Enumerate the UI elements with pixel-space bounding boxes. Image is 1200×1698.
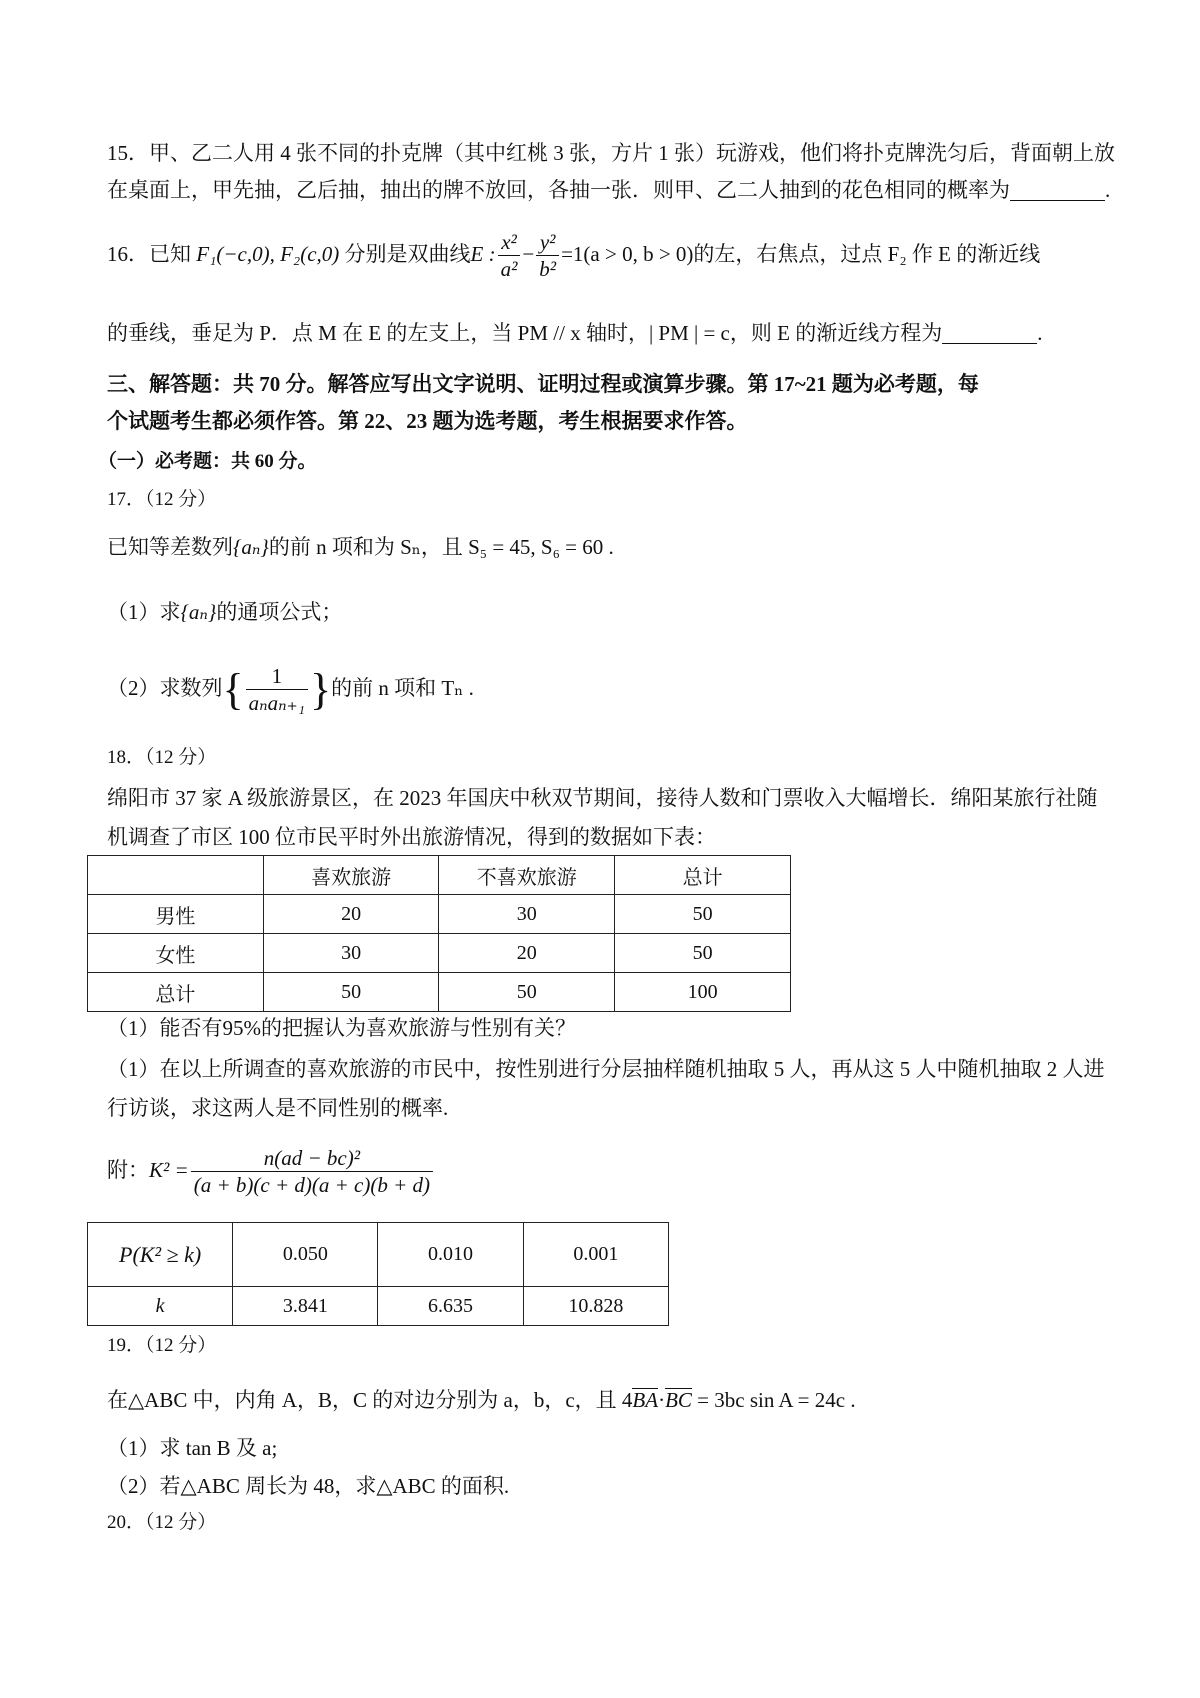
header-cell: [88, 856, 264, 895]
q19-stem-a: 在△ABC 中，内角 A，B，C 的对边分别为 a，b，c，且 4: [107, 1388, 633, 1412]
table-row: [88, 934, 791, 973]
answer-blank: [1010, 182, 1105, 201]
section3-line1: 三、解答题：共 70 分。解答应写出文字说明、证明过程或演算步骤。第 17~21 题为必考题，每: [107, 372, 979, 396]
cell: 6.635: [378, 1287, 523, 1326]
q17-stem-b: 的前 n 项和为 Sₙ，且 S₅ = 45, S₆ = 60 .: [268, 535, 614, 559]
p1b: 的通项公式；: [216, 600, 343, 624]
q18-part2-line2: 行访谈，求这两人是不同性别的概率.: [107, 1096, 449, 1120]
q16-end: .: [1037, 321, 1043, 345]
q19-head: 19．（12 分）: [107, 1335, 217, 1356]
section3-sub: （一）必考题：共 60 分。: [98, 451, 317, 472]
fraction-1-over-anan1: [246, 666, 308, 714]
cell: 100: [615, 973, 791, 1012]
den: a²: [498, 255, 521, 280]
q18-line2: 机调查了市区 100 位市民平时外出旅游情况，得到的数据如下表：: [107, 825, 716, 849]
cell: 50: [615, 934, 791, 973]
header-cell: 喜欢旅游: [263, 856, 439, 895]
cell: P(K² ≥ k): [88, 1223, 233, 1287]
q16-line2: [107, 323, 1042, 344]
cell: 总计: [88, 973, 264, 1012]
cell: 20: [263, 895, 439, 934]
q16-text: 的垂线，垂足为 P．点 M 在 E 的左支上，当 PM // x 轴时，| PM | = c，则 E 的渐近线方程为: [107, 321, 943, 345]
table-row: [88, 1287, 669, 1326]
fraction-x2-a2: [498, 232, 521, 280]
p1a: （1）求: [107, 600, 181, 624]
q19-part2: （2）若△ABC 周长为 48，求△ABC 的面积.: [107, 1474, 510, 1498]
cell: k: [88, 1287, 233, 1326]
cell: 20: [439, 934, 615, 973]
q19-stem: [107, 1390, 856, 1411]
q17-part1: [107, 602, 342, 623]
critical-value-table: [87, 1222, 669, 1326]
an: aₙ: [241, 535, 261, 559]
q17-head: 17．（12 分）: [107, 489, 217, 510]
cell: 3.841: [233, 1287, 378, 1326]
den: b²: [536, 255, 559, 280]
num: x²: [501, 230, 517, 254]
section3-line2: 个试题考生都必须作答。第 22、23 题为选考题，考生根据要求作答。: [107, 409, 748, 433]
q15-text: 在桌面上，甲先抽，乙后抽，抽出的牌不放回，各抽一张．则甲、乙二人抽到的花色相同的概率为: [107, 178, 1010, 202]
q17-stem-a: 已知等差数列: [107, 535, 233, 559]
cell: 30: [263, 934, 439, 973]
sequence-an: {aₙ}: [180, 600, 217, 624]
q15-end: .: [1105, 178, 1111, 202]
vector-bc: BC: [665, 1388, 692, 1412]
q19-stem-b: = 3bc sin A = 24c .: [691, 1388, 856, 1412]
header-cell: 不喜欢旅游: [439, 856, 615, 895]
survey-table: [87, 855, 791, 1012]
p2b: 的前 n 项和 Tₙ .: [331, 675, 474, 700]
q16-mid: 分别是双曲线: [344, 241, 471, 266]
q16-line1: 16．已知 F₁(−c,0), F₂(c,0) 分别是双曲线E : $\frac{\text{x²}}{\text{a²}}$ − $\frac{\text{y²}}{\text{b²}}$ =1(a > 0, b > 0)的左，右焦点，过点 F₂ 作 E 的渐近线: [107, 230, 1041, 281]
q16-E: E :: [470, 241, 496, 266]
dot: ·: [658, 1388, 666, 1412]
q16-foci: F₁(−c,0), F₂(c,0): [196, 241, 340, 266]
q16-post: 的左，右焦点，过点 F₂ 作 E 的渐近线: [693, 241, 1041, 266]
cell: 50: [439, 973, 615, 1012]
q18-line1: 绵阳市 37 家 A 级旅游景区，在 2023 年国庆中秋双节期间，接待人数和门票收入大幅增长．绵阳某旅行社随: [107, 786, 1098, 810]
k2: K² =: [149, 1157, 189, 1182]
cell: 50: [263, 973, 439, 1012]
an: aₙ: [188, 600, 208, 624]
chi-square-formula: [107, 1148, 435, 1196]
den: (a + b)(c + d)(a + c)(b + d): [191, 1171, 433, 1196]
table-row: [88, 1223, 669, 1287]
header-cell: 总计: [615, 856, 791, 895]
q18-part1: （1）能否有95%的把握认为喜欢旅游与性别有关？: [107, 1016, 576, 1040]
q15-line1: 15．甲、乙二人用 4 张不同的扑克牌（其中红桃 3 张，方片 1 张）玩游戏，他们将扑克牌洗匀后，背面朝上放: [107, 141, 1115, 165]
num: n(ad − bc)²: [263, 1146, 361, 1170]
cell: 0.010: [378, 1223, 523, 1287]
q17-stem: [107, 537, 614, 558]
cell: 50: [615, 895, 791, 934]
sequence-an: {aₙ}: [233, 535, 269, 559]
cell: 0.001: [523, 1223, 668, 1287]
q16-eq: =1(a > 0, b > 0): [561, 241, 694, 266]
q15-line2: [107, 180, 1110, 201]
vector-ba: BA: [632, 1388, 659, 1412]
table-row: [88, 973, 791, 1012]
num: 1: [271, 664, 283, 688]
q18-part2-line1: （1）在以上所调查的喜欢旅游的市民中，按性别进行分层抽样随机抽取 5 人，再从这 5 人中随机抽取 2 人进: [107, 1057, 1105, 1081]
q18-head: 18．（12 分）: [107, 747, 217, 768]
answer-blank: [942, 325, 1037, 344]
p2a: （2）求数列: [107, 675, 223, 700]
cell: 男性: [88, 895, 264, 934]
cell: 10.828: [523, 1287, 668, 1326]
appendix-label: 附：: [107, 1157, 149, 1182]
q17-part2: （2）求数列{ $\frac{1}{\text{aₙaₙ₊₁}}$ }的前 n 项和 Tₙ .: [107, 664, 474, 715]
q20-head: 20．（12 分）: [107, 1512, 217, 1533]
cell: 30: [439, 895, 615, 934]
q16-pre: 16．已知: [107, 241, 191, 266]
fraction-y2-b2: [536, 232, 559, 280]
q19-part1: （1）求 tan B 及 a;: [107, 1436, 278, 1460]
table-header-row: [88, 856, 791, 895]
table-row: [88, 895, 791, 934]
cell: 女性: [88, 934, 264, 973]
den: aₙaₙ₊₁: [246, 689, 308, 714]
cell: 0.050: [233, 1223, 378, 1287]
formula-fraction: [191, 1148, 433, 1196]
num: y²: [539, 230, 556, 254]
